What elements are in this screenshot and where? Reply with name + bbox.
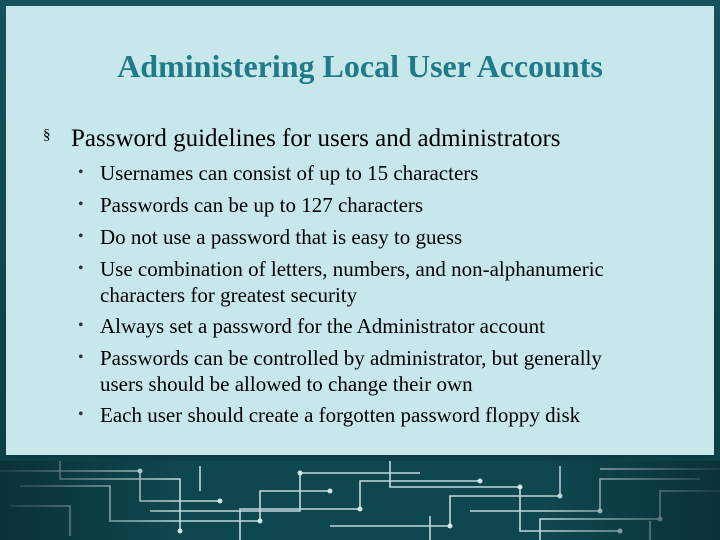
sub-bullet-text: Each user should create a forgotten password floppy disk <box>100 403 581 427</box>
sub-bullet-text <box>100 345 680 397</box>
round-bullet-icon: • <box>78 164 84 181</box>
sub-bullet-text: Usernames can consist of up to 15 characters <box>100 161 479 185</box>
sub-bullet-text: Do not use a password that is easy to guess <box>100 225 463 249</box>
round-bullet-icon: • <box>78 349 84 366</box>
main-bullet-text: Password guidelines for users and administrators <box>71 125 561 152</box>
slide-title: Administering Local User Accounts <box>117 48 603 84</box>
sub-bullet-line-1: Use combination of letters, numbers, and non-alphanumeric <box>100 257 604 281</box>
sub-bullet-text: Passwords can be up to 127 characters <box>100 193 424 217</box>
sub-bullet-line-1: Passwords can be controlled by administrator, but generally <box>100 346 602 370</box>
round-bullet-icon: • <box>78 406 84 423</box>
round-bullet-icon: • <box>78 260 84 277</box>
circuit-board-decoration-icon <box>0 461 720 540</box>
round-bullet-icon: • <box>78 196 84 213</box>
round-bullet-icon: • <box>78 228 84 245</box>
sub-bullet-line-2: characters for greatest security <box>100 283 358 307</box>
sub-bullet-line-2: users should be allowed to change their own <box>100 372 473 396</box>
sub-bullet-text: Always set a password for the Administrator account <box>100 314 545 338</box>
section-sign-bullet-icon: § <box>43 127 51 143</box>
round-bullet-icon: • <box>78 317 84 334</box>
sub-bullet-text <box>100 256 680 308</box>
